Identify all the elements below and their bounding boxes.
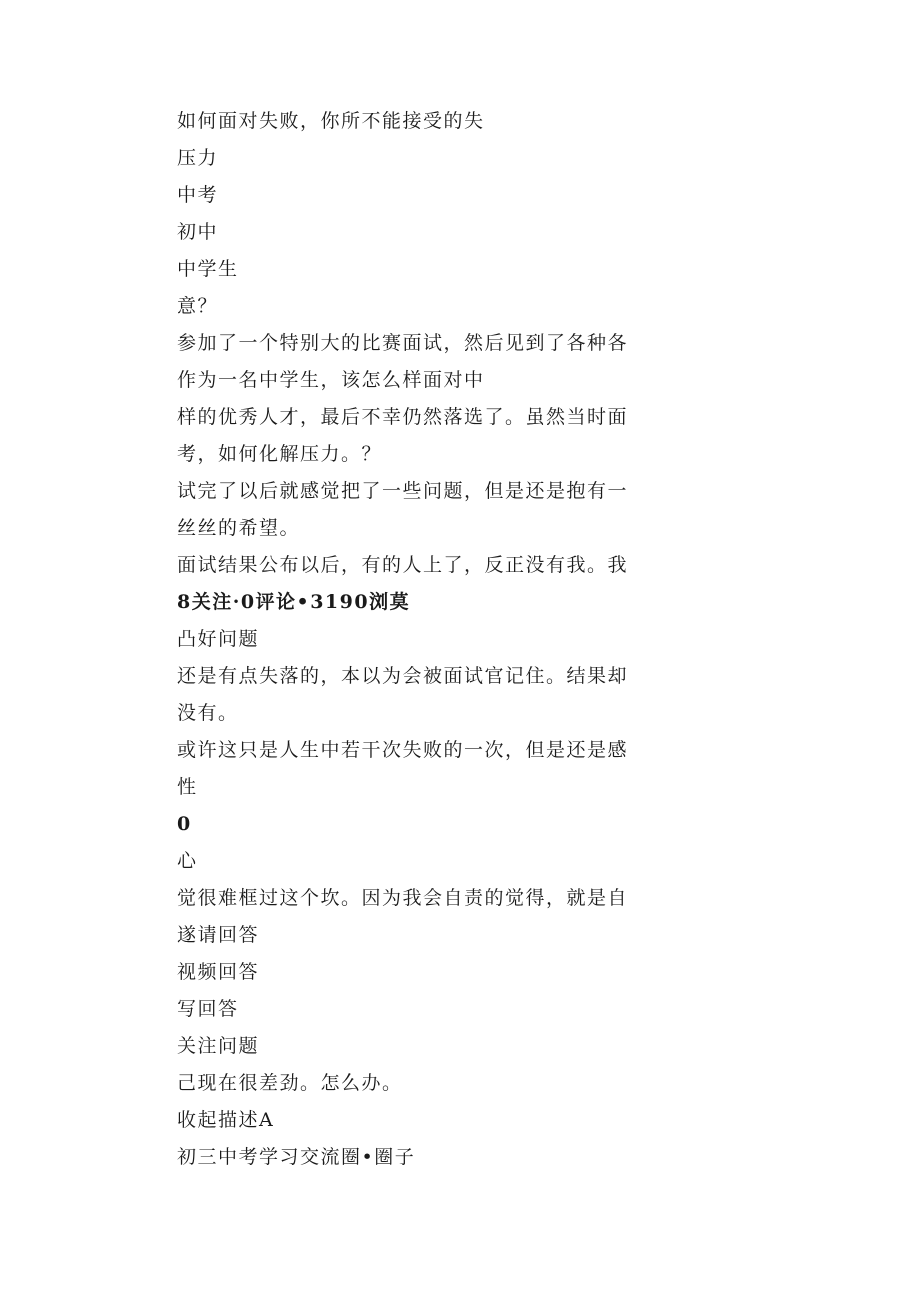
heart-label[interactable]: 心: [177, 850, 198, 872]
question-title-line: 意？: [177, 295, 219, 317]
video-answer-button[interactable]: 视频回答: [177, 961, 260, 983]
question-description-line: 觉很难框过这个坎。因为我会自责的觉得，就是自: [177, 887, 629, 909]
question-description-line: 试完了以后就感觉把了一些问题，但是还是抱有一: [177, 480, 629, 502]
document-body: [177, 103, 637, 1176]
question-description-line: 还是有点失落的，本以为会被面试官记住。结果却: [177, 665, 629, 687]
question-description-line: 丝丝的希望。: [177, 517, 301, 539]
topic-tag-middle-school-student[interactable]: 中学生: [177, 258, 239, 280]
follow-question-button[interactable]: 关注问题: [177, 1035, 260, 1057]
question-description-line: 样的优秀人才，最后不幸仍然落选了。虽然当时面: [177, 406, 629, 428]
good-question-button[interactable]: 凸好问题: [177, 628, 260, 650]
question-description-line: 性: [177, 776, 198, 798]
write-answer-button[interactable]: 写回答: [177, 998, 239, 1020]
question-stats: 8关注·0评论•3190浏莫: [177, 591, 411, 613]
collapse-description-button[interactable]: 收起描述A: [177, 1109, 275, 1131]
related-question-line: 考，如何化解压力。？: [177, 443, 383, 465]
related-question-line: 作为一名中学生，该怎么样面对中: [177, 369, 485, 391]
topic-tag-pressure[interactable]: 压力: [177, 147, 219, 169]
question-description-line: 面试结果公布以后，有的人上了，反正没有我。我: [177, 554, 629, 576]
question-description-line: 己现在很差劲。怎么办。: [177, 1072, 403, 1094]
circle-link[interactable]: 初三中考学习交流圈•圈子: [177, 1146, 416, 1168]
question-title-line: 如何面对失败，你所不能接受的失: [177, 110, 485, 132]
topic-tag-zhongkao[interactable]: 中考: [177, 184, 219, 206]
question-description-line: 或许这只是人生中若干次失败的一次，但是还是感: [177, 739, 629, 761]
like-count: 0: [177, 813, 192, 835]
invite-answer-button[interactable]: 遂请回答: [177, 924, 260, 946]
question-description-line: 参加了一个特别大的比赛面试，然后见到了各种各: [177, 332, 629, 354]
topic-tag-junior-high[interactable]: 初中: [177, 221, 219, 243]
question-description-line: 没有。: [177, 702, 239, 724]
